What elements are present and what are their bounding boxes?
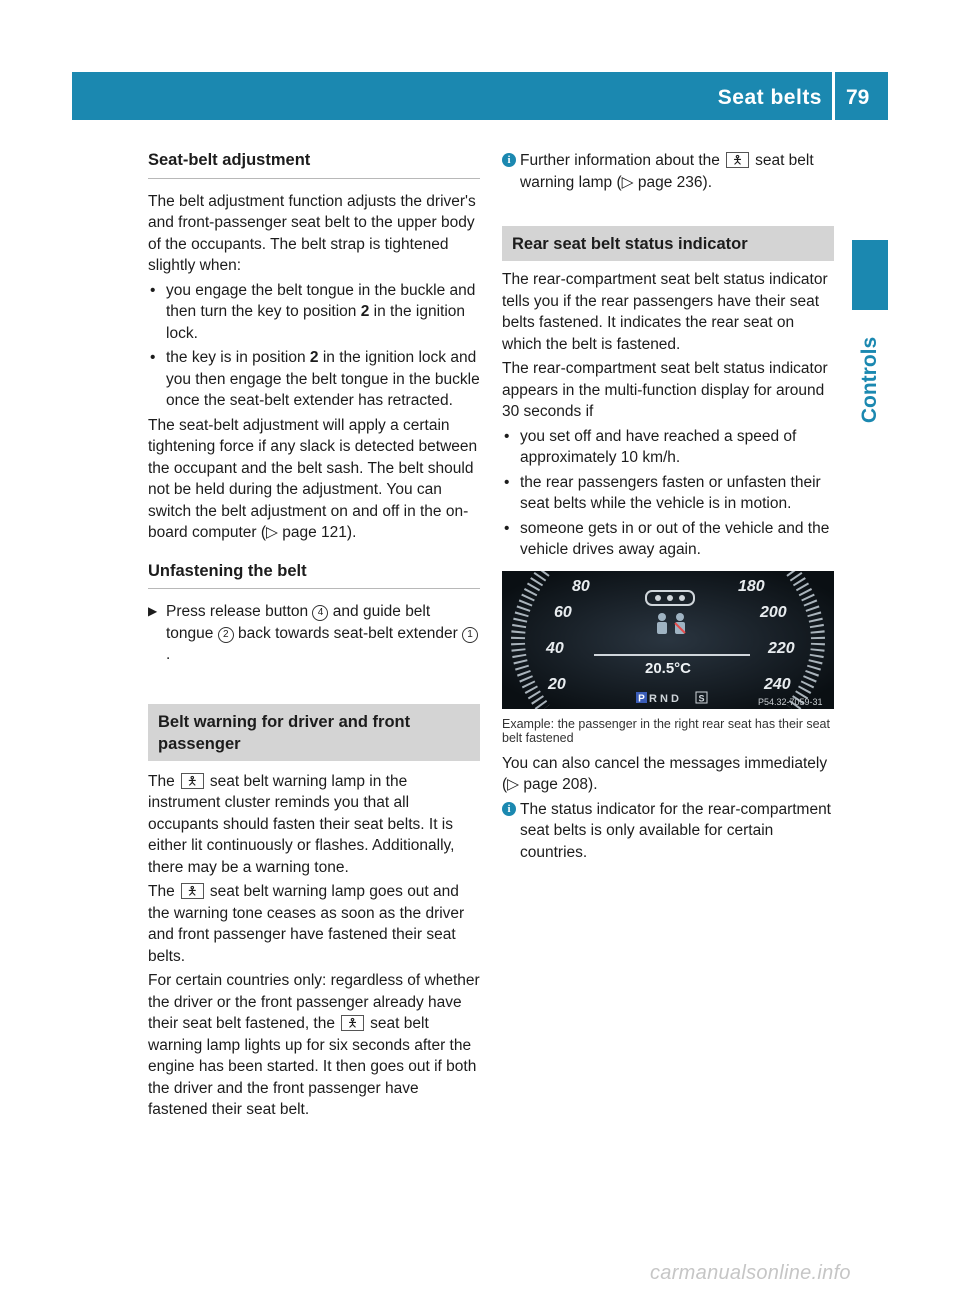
bullet-icon: • <box>504 427 510 445</box>
page-section-title: Seat belts <box>717 86 822 109</box>
list-item: • you engage the belt tongue in the buckle and then turn the key to position 2 in the ignition lock. <box>150 281 476 342</box>
heading-unfastening-the-belt: Unfastening the belt <box>148 561 480 590</box>
paragraph: The seat-belt adjustment will apply a certain tightening force if any slack is detected between the occupant and the belt sash. The belt should not be held during the adjustment. You can switch the belt adjustment on and off in the on-board computer (▷ page 121). <box>148 416 478 541</box>
seat-belt-warning-icon: 🯅 <box>181 883 204 899</box>
speed-label: 60 <box>554 603 572 621</box>
watermark: carmanualsonline.info <box>650 1262 851 1284</box>
paragraph: The rear-compartment seat belt status indicator tells you if the rear passengers have their seat belts fastened. It indicates the rear seat on which the belt is fastened. <box>502 271 828 353</box>
paragraph: The 🯅 seat belt warning lamp in the instrument cluster reminds you that all occupants should fasten their seat belts. It is either lit continuously or flashes. Additionally, there may be a warning tone. <box>148 772 455 876</box>
paragraph: The rear-compartment seat belt status indicator appears in the multi-function display for around 30 seconds if <box>502 360 828 420</box>
info-note: i The status indicator for the rear-compartment seat belts is only available for certain countries. <box>502 799 834 864</box>
seat-belt-warning-icon: 🯅 <box>181 773 204 789</box>
bullet-icon: • <box>504 473 510 491</box>
instruction-arrow-icon: ▶ <box>148 604 158 618</box>
sport-mode-indicator: S <box>698 693 705 703</box>
instruction-step: ▶ Press release button 4 and guide belt tongue 2 back towards seat-belt extender 1. <box>148 601 480 666</box>
page-number: 79 <box>846 86 870 109</box>
list-item: • someone gets in or out of the vehicle and the vehicle drives away again. <box>504 519 830 558</box>
list-item: • the key is in position 2 in the ignition lock and you then engage the belt tongue in the buckle once the seat-belt extender has retracted. <box>150 349 480 409</box>
speed-label: 40 <box>546 639 564 657</box>
callout-number-icon: 4 <box>312 605 328 621</box>
heading-rear-seat-belt-status: Rear seat belt status indicator <box>502 226 834 261</box>
header-divider <box>832 72 835 120</box>
seat-belt-warning-icon: 🯅 <box>341 1015 364 1031</box>
info-icon: i <box>502 802 516 816</box>
list-item: • you set off and have reached a speed of approximately 10 km/h. <box>504 427 797 466</box>
figure-caption: Example: the passenger in the right rear seat has their seat belt fastened <box>502 716 830 745</box>
right-column <box>502 150 834 866</box>
instrument-cluster-graphic <box>502 571 834 709</box>
instrument-cluster-image <box>502 571 834 709</box>
temperature-readout: 20.5°C <box>644 659 692 677</box>
paragraph: The 🯅 seat belt warning lamp goes out and the warning tone ceases as soon as the driver and front passenger have fastened their seat belts. <box>148 883 465 965</box>
page-reference-link[interactable]: (▷ page 121). <box>260 524 357 541</box>
paragraph: For certain countries only: regardless of whether the driver or the front passenger already have their seat belt fastened, the 🯅 seat belt warning lamp lights up for six seconds after the engine has been started. It then goes out if both the driver and the front passenger have fastened their seat belt. <box>148 972 480 1118</box>
heading-seat-belt-adjustment: Seat-belt adjustment <box>148 150 480 179</box>
callout-number-icon: 1 <box>462 627 478 643</box>
bullet-icon: • <box>150 349 156 366</box>
chapter-tab <box>852 240 888 310</box>
list-item: • the rear passengers fasten or unfasten their seat belts while the vehicle is in motion. <box>504 473 821 512</box>
left-column <box>148 150 480 1124</box>
info-note: i Further information about the 🯅 seat belt warning lamp (▷ page 236). <box>502 150 834 193</box>
gear-indicator: R N D <box>649 692 679 705</box>
seat-belt-warning-icon: 🯅 <box>726 152 749 168</box>
speed-label: 220 <box>768 639 795 657</box>
paragraph: You can also cancel the messages immediately (▷ page 208). <box>502 754 828 793</box>
speed-label: 200 <box>760 603 787 621</box>
info-icon: i <box>502 153 516 167</box>
chapter-tab-label: Controls <box>858 336 881 424</box>
paragraph: The belt adjustment function adjusts the driver's and front-passenger seat belt to the upper body of the occupants. The belt strap is tightened slightly when: <box>148 192 476 274</box>
callout-number-icon: 2 <box>218 627 234 643</box>
bullet-icon: • <box>150 281 156 299</box>
heading-belt-warning: Belt warning for driver and front passenger <box>148 704 480 761</box>
gear-park-indicator: P <box>638 693 645 704</box>
speed-label: 80 <box>572 577 590 595</box>
speed-label: 20 <box>548 675 566 693</box>
figure-code: P54.32-7059-31 <box>758 696 823 707</box>
speed-label: 240 <box>764 675 791 693</box>
bullet-icon: • <box>504 519 510 537</box>
speed-label: 180 <box>738 577 765 595</box>
